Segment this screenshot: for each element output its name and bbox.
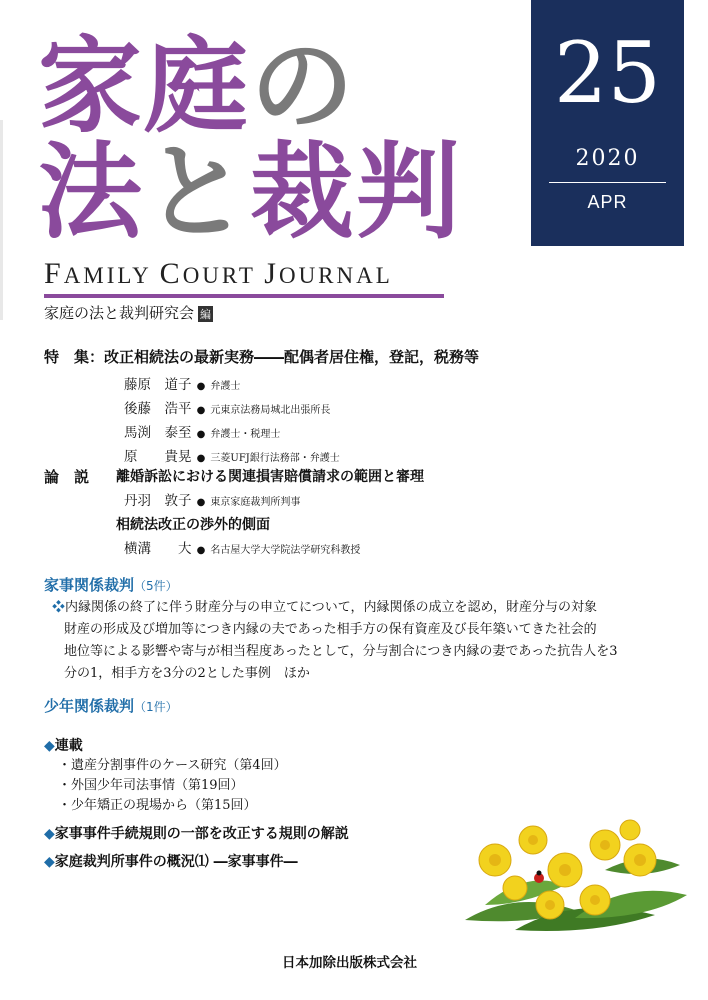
author-row: 藤原 道子 ● 弁護士 <box>124 377 241 393</box>
kaji-title: 家事関係裁判 <box>44 576 135 594</box>
author-row: 原 貴晃 ● 三菱UFJ銀行法務部・弁護士 <box>124 449 340 465</box>
journal-word: OURNAL <box>278 263 393 288</box>
title-char: の <box>250 25 357 147</box>
title-char: 家 <box>38 25 145 147</box>
feature-authors <box>124 373 340 469</box>
editor-mark: 編 <box>200 308 212 321</box>
issue-divider <box>549 182 666 183</box>
author-row: 馬渕 泰至 ● 弁護士・税理士 <box>124 425 281 441</box>
summary-line: 分の1，相手方を3分の2とした事例 ほか <box>64 666 310 681</box>
kaji-summary <box>52 597 692 685</box>
title-char: と <box>144 131 251 253</box>
diamond-icon: ❖ <box>52 600 66 615</box>
kaji-count: （5件） <box>134 579 178 593</box>
ronsetsu-title-1: 離婚訴訟における関連損害賠償請求の範囲と審理 <box>116 469 424 485</box>
journal-cap: C <box>159 257 183 290</box>
title-char: 庭 <box>144 25 251 147</box>
title-line-2 <box>38 131 463 253</box>
ladybug <box>534 871 544 884</box>
author-affiliation: 元東京法務局城北出張所長 <box>210 405 331 416</box>
summary-line: 財産の形成及び増加等につき内縁の夫であった相手方の保有資産及び長年築いてきた社会的 <box>64 622 597 637</box>
shonen-title: 少年関係裁判 <box>44 697 135 715</box>
journal-word: OURT <box>182 263 265 288</box>
author-row: 横溝 大 ● 名古屋大学大学院法学研究科教授 <box>124 541 361 557</box>
author-name: 横溝 大 <box>124 541 192 557</box>
issue-year: 2020 <box>575 146 640 171</box>
title-line-1 <box>38 25 357 147</box>
issue-number: 25 <box>554 24 661 122</box>
author-affiliation: 名古屋大学大学院法学研究科教授 <box>210 545 361 556</box>
feature-title: 改正相続法の最新実務――配偶者居住権，登記，税務等 <box>104 348 480 366</box>
author-affiliation: 三菱UFJ銀行法務部・弁護士 <box>210 453 340 464</box>
extra-item <box>44 851 298 871</box>
rensai-list <box>58 756 287 816</box>
journal-cap: F <box>44 257 64 290</box>
shonen-heading <box>44 695 178 716</box>
author-affiliation: 弁護士 <box>210 381 241 392</box>
author-row: 後藤 浩平 ● 元東京法務局城北出張所長 <box>124 401 331 417</box>
author-name: 藤原 道子 <box>124 377 192 393</box>
shonen-count: （1件） <box>134 700 178 714</box>
issue-month: APR <box>587 192 628 212</box>
extra-item-label: 家庭裁判所事件の概況⑴ ―家事事件― <box>54 854 298 870</box>
diamond-icon: ◆ <box>44 826 55 842</box>
issue-box <box>531 0 684 246</box>
author-name: 馬渕 泰至 <box>124 425 192 441</box>
summary-line: 地位等による影響や寄与が相当程度あったとして，分与割合につき内縁の妻であった抗告人を3 <box>64 644 618 659</box>
kaji-heading <box>44 574 178 595</box>
publisher: 日本加除出版株式会社 <box>282 955 417 971</box>
author-name: 後藤 浩平 <box>124 401 192 417</box>
title-rule <box>44 294 444 298</box>
author-name: 丹羽 敦子 <box>124 493 192 509</box>
feature-heading <box>44 346 479 367</box>
title-char: 裁 <box>250 131 357 253</box>
rensai-heading <box>44 735 83 755</box>
editor-line <box>44 302 213 323</box>
list-item: ・外国少年司法事情（第19回） <box>58 778 244 793</box>
title-char: 法 <box>38 131 145 253</box>
feature-label: 特 集： <box>44 348 105 366</box>
page-edge-shadow <box>0 120 3 320</box>
list-item: ・遺産分割事件のケース研究（第4回） <box>58 758 287 773</box>
journal-english-title <box>44 257 393 291</box>
title-char: 判 <box>356 131 463 253</box>
ronsetsu-label: 論 説 <box>44 468 90 486</box>
author-name: 原 貴晃 <box>124 449 192 465</box>
extra-item <box>44 823 349 843</box>
ronsetsu-title-2: 相続法改正の渉外的側面 <box>116 517 270 533</box>
list-item: ・少年矯正の現場から（第15回） <box>58 798 257 813</box>
editor-name: 家庭の法と裁判研究会 <box>44 304 195 322</box>
dandelion-illustration <box>455 800 695 940</box>
rensai-title: 連載 <box>54 738 83 754</box>
journal-cap: J <box>264 257 279 290</box>
author-affiliation: 東京家庭裁判所判事 <box>210 497 301 508</box>
diamond-icon: ◆ <box>44 854 55 870</box>
author-affiliation: 弁護士・税理士 <box>210 429 281 440</box>
author-row: 丹羽 敦子 ● 東京家庭裁判所判事 <box>124 493 301 509</box>
extra-item-label: 家事事件手続規則の一部を改正する規則の解説 <box>54 826 349 842</box>
journal-word: AMILY <box>63 263 160 288</box>
diamond-icon: ◆ <box>44 738 55 754</box>
summary-line: ❖内縁関係の終了に伴う財産分与の申立てについて，内縁関係の成立を認め，財産分与の対象 <box>52 600 597 615</box>
